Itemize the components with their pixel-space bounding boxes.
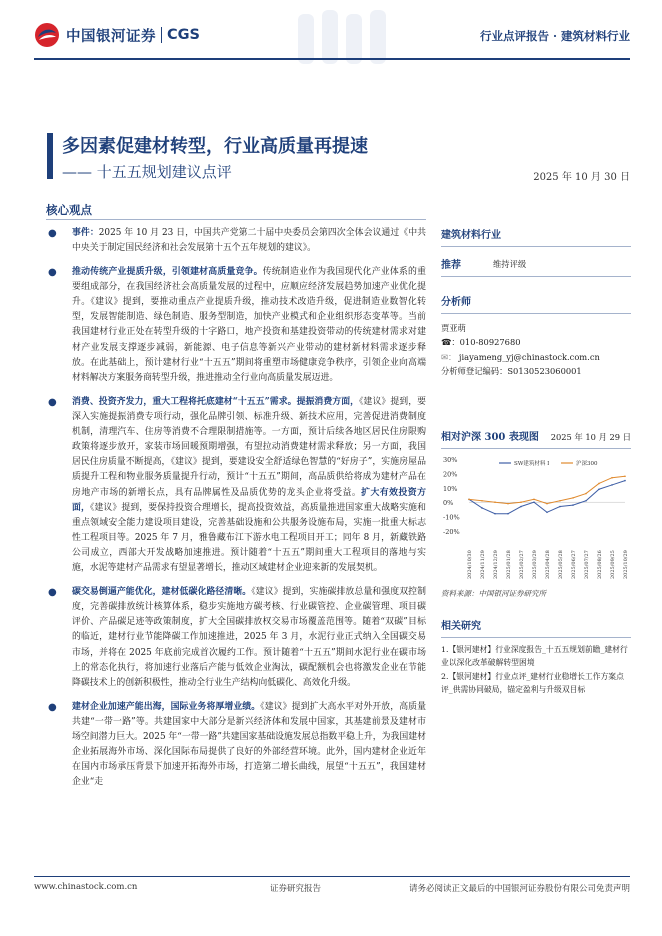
rating-row [441,256,631,271]
brand-logo [34,22,200,48]
email-icon: ✉： [441,351,459,362]
bullet-paragraph [46,395,426,577]
x-tick-label: 2025/01/28 [506,550,512,580]
x-tick-label: 2025/04/28 [545,550,551,580]
data-point [494,513,496,515]
data-point [546,503,548,505]
core-views-divider [46,219,426,220]
footer-center: 证券研究报告 [270,884,322,894]
analyst-name: 贾亚萌 [441,323,466,333]
bullet-icon: ● [48,586,57,598]
rating-value: 维持评级 [493,258,527,269]
x-tick-label: 2024/11/29 [480,550,486,580]
core-views-body [46,226,426,799]
data-point [611,484,613,486]
y-tick-label: 20% [443,470,458,479]
bullet-text: 2025 年 10 月 23 日，中国共产党第二十届中央委员会第四次全体会议通过《中共中央关于制定国民经济和社会发展第十五个五年规划的建议》。 [72,228,427,254]
data-point [598,489,600,491]
data-point [507,503,509,505]
legend-label: 沪深300 [576,461,598,468]
x-tick-label: 2024/10/30 [467,550,473,580]
analyst-block [441,321,631,378]
analyst-email[interactable]: jiayameng_yj@chinastock.com.cn [458,351,600,362]
sidebar-divider [441,276,631,277]
legend-label: SW建筑材料 I [514,461,550,468]
data-point [572,497,574,499]
chart-source: 资料来源：中国银河证券研究所 [441,589,546,599]
chart-heading: 相对沪深 300 表现图 [441,432,539,444]
bullet-lead: 消费、投资齐发力，重大工程将托底建材“十五五”需求。 [72,396,297,407]
bullet-paragraph [46,700,426,791]
y-tick-label: -20% [443,528,460,537]
y-tick-label: 30% [443,456,458,465]
data-point [624,476,626,478]
bullet-lead: 推动传统产业提质升级，引领建材高质量竞争。 [72,266,263,277]
bullet-sublead: 提振消费方面， [296,396,360,407]
data-point [585,500,587,502]
header-divider [34,58,630,60]
bullet-lead: 事件： [72,228,99,238]
data-point [481,500,483,502]
x-tick-label: 2025/08/26 [597,550,603,580]
bullet-icon: ● [48,266,57,278]
data-point [533,502,535,504]
sidebar-divider [441,313,631,314]
bullet-text: 《建议》提到，实施碳排放总量和强度双控制度，完善碳排放统计核算体系，稳步实施地方碳考核、行业碳管控、企业碳管理、项目碳评价、产品碳足迹等政策制度，扩大全国碳排放权交易市场覆盖范围等。随着“双碳”目标的临近，建材行业节能降碳工作加速推进，2025 年 3 月，水泥行业正式纳入全国碳交易市场，并将在 2025 年底前完成首次履约工作。预计随着“十五五”期间水泥行业在碳市场上的常态化执行，将加速行业落后产能与低效企业淘汰，碳配额机会也将激发企业在节能降碳技术上的创新积极性，推动全行业生产结构向低碳化、高效化升级。 [72,586,426,688]
data-point [611,477,613,479]
rating-key: 推荐 [441,260,461,271]
report-date: 2025 年 10 月 30 日 [533,172,630,183]
analyst-license: 分析师登记编码：S0130523060001 [441,365,582,376]
bullet-icon: ● [48,228,57,239]
related-heading: 相关研究 [441,621,481,633]
brand-separator [161,27,162,43]
data-point [598,483,600,485]
data-point [520,502,522,504]
bullet-lead: 碳交易倒逼产能优化，建材低碳化路径清晰。 [72,586,252,597]
sidebar [441,226,631,699]
bullet-lead: 建材企业加速产能出海，国际业务将厚增业绩。 [72,701,261,712]
report-title: 多因素促建材转型，行业高质量再提速 [62,136,368,157]
email-row[interactable] [441,350,631,364]
bullet-icon: ● [48,701,57,713]
data-point [507,513,509,515]
phone-icon: ☎： [441,337,460,348]
chart-date: 2025 年 10 月 29 日 [550,432,631,443]
x-tick-label: 2025/02/27 [519,550,525,580]
analyst-heading: 分析师 [441,297,471,308]
bullet-text: 《建议》提到，要保持投资合理增长，提高投资效益，高质量推进国家重大战略实施和重点领域安全能力建设项目建设，完善基础设施和公共服务设施布局，实施一批重大标志性工程项目等。2025 年 7 月，雅鲁藏布江下游水电工程项目开工；同年 8 月，新藏铁路公司成立，西部大开发战略加速推进。预计随着“十五五”期间重大工程项目的落地与实施，水泥等建材产品需求有望显著增长，推动区域建材企业迎来新的发展契机。 [72,502,426,574]
sidebar-divider [441,246,631,247]
x-tick-label: 2025/09/25 [610,550,616,580]
bullet-paragraph [46,265,426,386]
x-tick-label: 2025/10/29 [623,550,629,580]
y-tick-label: 0% [443,499,454,508]
galaxy-logo-icon [34,22,60,48]
x-tick-label: 2024/12/29 [493,550,499,580]
report-subtitle: —— 十五五规划建议点评 [62,163,232,181]
data-point [546,512,548,514]
data-point [624,480,626,482]
brand-name-cn: 中国银河证券 [66,28,156,45]
bullet-text: 《建议》提到，要深入实施提振消费专项行动，强化品牌引领、标准升级、新技术应用，完善促进消费制度机制，清理汽车、住房等消费不合理限制措施等。一方面，预计后续各地区居民住房限购政策将逐步放开，家装市场回暖预期增强，有望拉动消费建材需求释放；另一方面，我国居民住房质量不断提高，《建议》提到，要建设安全舒适绿色智慧的“好房子”，实施房屋品质提升工程和物业服务质量提升行动，预计“十五五”期间，高品质供给将成为建材产品在房地产市场的新增长点，具有品牌属性及品质优势的龙头企业将受益。 [72,396,426,498]
bullet-paragraph [46,226,426,256]
footer-divider [34,876,630,877]
data-point [585,493,587,495]
data-point [494,502,496,504]
related-list [441,644,631,696]
bullet-text: 传统制造业作为我国现代化产业体系的重要组成部分，在我国经济社会高质量发展的过程中，应顺应经济发展趋势加速产业优化提升。《建议》提到，要推动重点产业提质升级，推动技术改造升级，促进制造业数智化转型，发展智能制造、绿色制造、服务型制造，加快产业模式和企业组织形态变革等。当前我国建材行业正处在转型升级的十字路口，地产投资和基建投资带动的传统建材需求对建材产业发展支撑逐步减弱，新能源、电子信息等新兴产业带动的建材新材料需求逐步释放。在此基础上，预计建材行业“十五五”期间将重塑市场健康竞争秩序，引领企业向高端材料解决方案服务商转型升级，推进推动全行业向高质量发展迈进。 [72,266,427,383]
series-line [469,481,625,514]
related-item[interactable]: 1.【银河建材】行业深度报告_十五五规划前瞻_建材行业以深化改革破解转型困境 [441,645,628,667]
data-point [468,499,470,501]
related-item[interactable]: 2.【银河建材】行业点评_建材行业稳增长工作方案点评_供需协同破局，锚定盈利与升级双目标 [441,672,624,694]
title-accent-bar [47,133,53,179]
data-point [533,499,535,501]
report-type-label: 行业点评报告 · 建筑材料行业 [479,29,630,43]
bullet-paragraph [46,585,426,691]
x-tick-label: 2025/07/27 [584,550,590,580]
core-views-heading: 核心观点 [46,203,92,217]
data-point [559,500,561,502]
x-tick-label: 2025/06/27 [571,550,577,580]
data-point [572,504,574,506]
series-line [469,476,625,503]
data-point [520,506,522,508]
x-tick-label: 2025/05/28 [558,550,564,580]
analyst-phone: 010-80927680 [459,337,521,348]
footer-disclaimer: 请务必阅读正文最后的中国银河证券股份有限公司免责声明 [408,884,630,894]
bullet-icon: ● [48,396,57,408]
sidebar-divider [441,637,631,638]
y-tick-label: -10% [443,513,460,522]
industry-label: 建筑材料行业 [441,230,501,241]
bullet-sublead: 扩大有效投资方面， [72,487,426,513]
bullet-text: 《建议》提到扩大高水平对外开放，高质量共建“一带一路”等。共建国家中大部分是新兴经济体和发展中国家，其基建前景及建材市场空间潜力巨大。2025 年“一带一路”共建国家基础设施发展总指数平稳上升，为我国建材企业拓展海外市场、深化国际布局提供了良好的外部经营环境。此外，国内建材企业近年在国内市场承压背景下加速开拓海外市场，打造第二增长曲线，展望“十五五”，我国建材企业“走 [72,701,426,788]
data-point [481,507,483,509]
brand-name-en: CGS [167,27,200,43]
performance-chart [441,449,631,584]
x-tick-label: 2025/03/29 [532,550,538,580]
chart-header [441,428,631,443]
phone-row [441,335,631,349]
data-point [559,506,561,508]
footer-website[interactable]: www.chinastock.com.cn [34,882,138,892]
y-tick-label: 10% [443,484,458,493]
